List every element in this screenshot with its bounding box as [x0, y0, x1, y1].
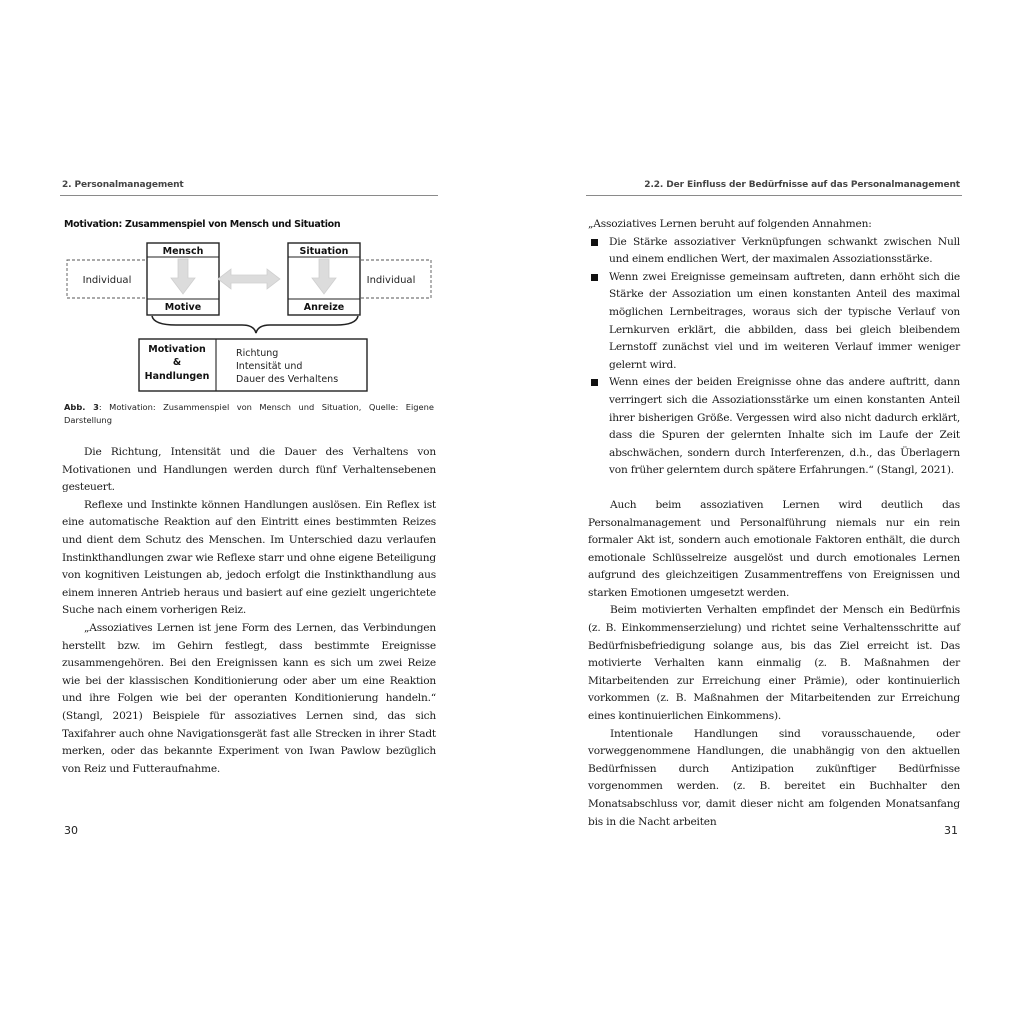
- intensitaet-label: Intensität und: [236, 361, 303, 372]
- double-arrow: [218, 269, 280, 289]
- motivation-label: Motivation: [148, 344, 206, 355]
- paragraph: Auch beim assoziativen Lernen wird deutlich das Personalmanagement und Personalführung niemals nur ein rein formaler Akt ist, sondern auch emotionale Faktoren enthält, die durch emotionale Schlüsselreize ausgelöst und durch emotionales Lernen aufgrund des gleichzeitigen Zusammentreffens von Ereignissen und starken Emotionen umgesetzt werden.: [588, 498, 960, 599]
- list-item-text: Wenn zwei Ereignisse gemeinsam auftreten, dann erhöht sich die Stärke der Assoziation um einen konstanten Anteil des maximal möglichen Lernbeitrages, woraus sich der typische Verlauf von Lernkurven erklärt, die abbilden, dass bei gleich bleibendem Lernstoff zunächst viel und im weiteren Verlauf immer weniger gelernt wird.: [609, 270, 960, 371]
- running-head-text: 2. Personalmanagement: [62, 180, 184, 190]
- figure-title: Motivation: Zusammenspiel von Mensch und Situation: [64, 219, 341, 230]
- ampersand-label: &: [172, 357, 182, 368]
- motive-label: Motive: [164, 302, 202, 313]
- running-head-right: [588, 180, 960, 190]
- header-rule: [60, 195, 438, 196]
- page-number-right: 31: [944, 824, 958, 837]
- list-item: [588, 374, 960, 480]
- motivation-diagram: [66, 238, 432, 400]
- right-body-text: [588, 216, 960, 831]
- square-bullet-icon: [591, 379, 598, 386]
- paragraph: Reflexe und Instinkte können Handlungen auslösen. Ein Reflex ist eine automatische Reaktion auf den Eintritt eines bestimmten Reizes und dient dem Schutz des Menschen. Im Unterschied dazu verlaufen Instinkthandlungen zwar wie Reflexe starr und ohne eigene Beteiligung von kognitiven Leistungen ab, jedoch erfolgt die Instinkthandlung aus einem inneren Antrieb heraus und basiert auf eine gezielt ungerichtete Suche nach einem vorherigen Reiz.: [62, 498, 436, 617]
- right-page: [588, 0, 960, 1024]
- individual-left-label: Individual: [82, 275, 132, 286]
- richtung-label: Richtung: [236, 348, 279, 359]
- anreize-label: Anreize: [303, 302, 345, 313]
- page-number-left: 30: [64, 824, 78, 837]
- figure-caption: [64, 401, 434, 427]
- list-item: [588, 234, 960, 269]
- paragraph: Intentionale Handlungen sind vorausschauende, oder vorweggenommene Handlungen, die unabhängig von den aktuellen Bedürfnissen durch Antizipation zukünftiger Bedürfnisse vorgenommen werden. (z. B. bereitet ein Buchhalter den Monatsabschluss vor, damit dieser nicht am folgenden Monatsanfang bis in die Nacht arbeiten: [588, 727, 960, 828]
- individual-right-label: Individual: [366, 275, 416, 286]
- bullet-list: [588, 234, 960, 480]
- curly-brace: [152, 316, 358, 333]
- mensch-label: Mensch: [162, 246, 204, 257]
- list-item: [588, 269, 960, 375]
- dauer-label: Dauer des Verhaltens: [236, 374, 339, 385]
- running-head-text: 2.2. Der Einfluss der Bedürfnisse auf das Personalmanagement: [644, 180, 960, 190]
- handlungen-label: Handlungen: [144, 371, 210, 382]
- paragraph: „Assoziatives Lernen ist jene Form des Lernen, das Verbindungen herstellt bzw. im Gehirn festlegt, dass bestimmte Ereignisse zusammengehören. Bei den Ereignissen kann es sich um zwei Reize wie bei der klassischen Konditionierung oder aber um eine Reaktion und ihre Folgen wie bei der operanten Konditionierung handeln.“ (Stangl, 2021) Beispiele für assoziatives Lernen sind, das sich Taxifahrer auch ohne Navigationsgerät fast alle Strecken in ihrer Stadt merken, oder das bekannte Experiment von Iwan Pawlow bezüglich von Reiz und Futteraufnahme.: [62, 621, 436, 775]
- quote-intro: „Assoziatives Lernen beruht auf folgenden Annahmen:: [588, 218, 872, 230]
- situation-label: Situation: [299, 246, 349, 257]
- paragraph: Die Richtung, Intensität und die Dauer des Verhaltens von Motivationen und Handlungen werden durch fünf Verhaltensebenen gesteuert.: [62, 446, 436, 494]
- list-item-text: Wenn eines der beiden Ereignisse ohne das andere auftritt, dann verringert sich die Assoziationsstärke um einen konstanten Anteil ihrer bisherigen Größe. Vergessen wird also nicht dadurch erklärt, dass die Spuren der gelernten Inhalte sich im Laufe der Zeit abschwächen, sondern durch Interferenzen, d.h., das Überlagern von früher gelerntem durch spätere Erfahrungen.“ (Stangl, 2021).: [609, 376, 960, 477]
- header-rule: [586, 195, 962, 196]
- square-bullet-icon: [591, 239, 598, 246]
- caption-label: Abb. 3: [64, 402, 99, 412]
- running-head-left: [62, 180, 436, 190]
- left-body-text: [62, 444, 436, 778]
- caption-text: : Motivation: Zusammenspiel von Mensch und Situation, Quelle: Eigene Darstellung: [64, 402, 434, 425]
- list-item-text: Die Stärke assoziativer Verknüpfungen schwankt zwischen Null und einem endlichen Wert, der maximalen Assoziationsstärke.: [609, 235, 960, 266]
- left-page: [62, 0, 436, 1024]
- square-bullet-icon: [591, 274, 598, 281]
- paragraph: Beim motivierten Verhalten empfindet der Mensch ein Bedürfnis (z. B. Einkommenserzielung) und richtet seine Verhaltensschritte auf Bedürfnisbefriedigung solange aus, bis das Ziel erreicht ist. Das motivierte Verhalten kann einmalig (z. B. Maßnahmen der Mitarbeitenden zur Erreichung einer Prämie), oder kontinuierlich vorkommen (z. B. Maßnahmen der Mitarbeitenden zur Erreichung eines kontinuierlichen Einkommens).: [588, 604, 960, 723]
